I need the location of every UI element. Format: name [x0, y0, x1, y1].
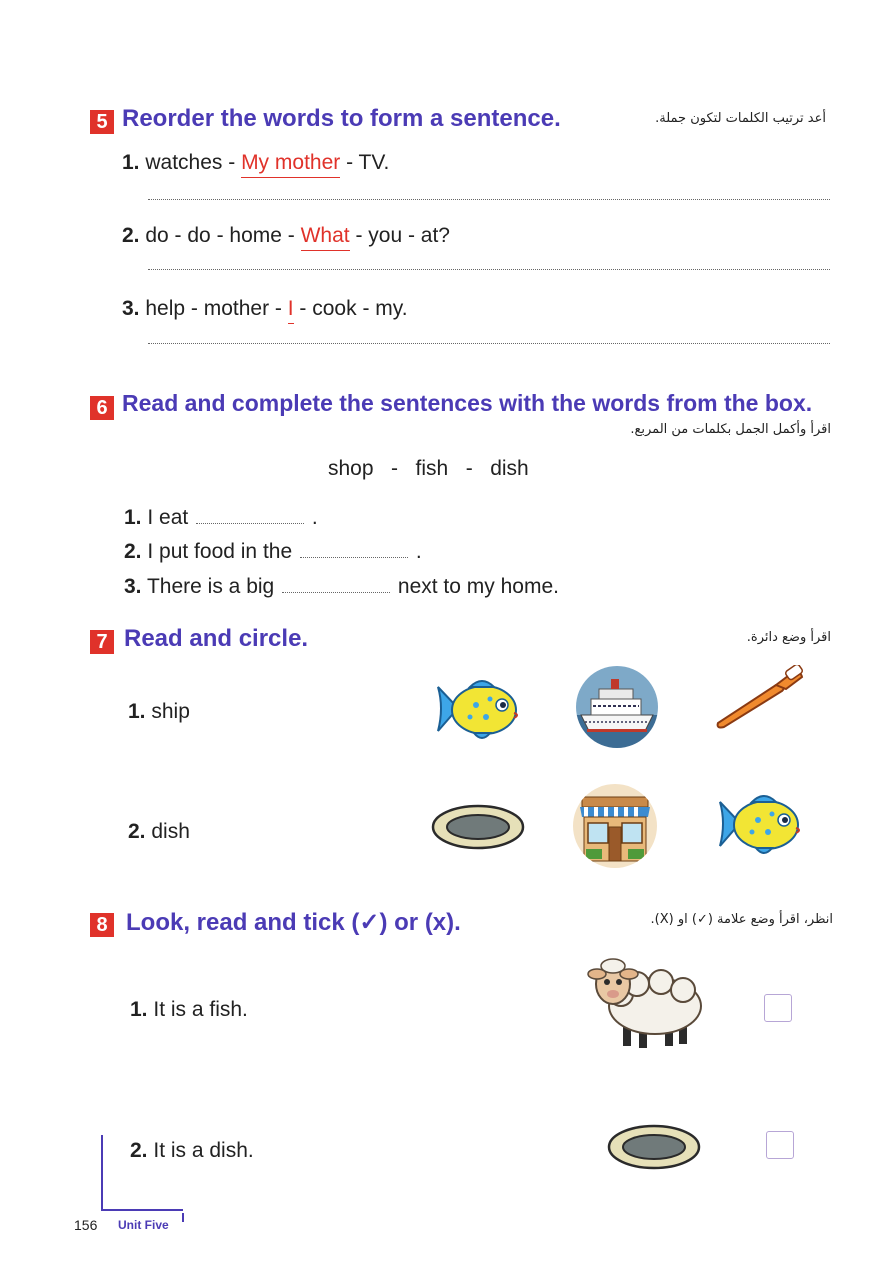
section-6-number: 6: [90, 396, 114, 420]
s6-blank-1[interactable]: [196, 523, 304, 524]
fish-icon[interactable]: [430, 675, 526, 745]
s5-item-2-pre: do - do - home -: [145, 224, 301, 247]
section-5-number: 5: [90, 110, 114, 134]
s5-item-3-post: - cook - my.: [293, 297, 408, 320]
tick-box-1[interactable]: [764, 994, 792, 1022]
s7-item-1: [128, 700, 190, 724]
section-5-arabic-instruction: أعد ترتيب الكلمات لتكون جملة.: [655, 111, 826, 126]
s8-item-1-text: It is a fish.: [153, 998, 248, 1021]
s6-item-1: [124, 506, 318, 530]
s5-item-1-answer: My mother: [241, 151, 340, 178]
s6-item-3-pre: There is a big: [146, 575, 275, 598]
s6-blank-2[interactable]: [300, 557, 408, 558]
s6-blank-3[interactable]: [282, 592, 390, 593]
s5-item-1-post: - TV.: [340, 151, 390, 174]
s5-item-2-answer: What: [301, 224, 350, 251]
s5-item-3-pre: help - mother -: [145, 297, 288, 320]
footer-tick: [182, 1213, 184, 1222]
s6-item-1-number: 1.: [124, 506, 142, 529]
s8-item-2-number: 2.: [130, 1139, 148, 1162]
dish-icon: [606, 1122, 702, 1172]
s7-item-1-word: ship: [151, 700, 190, 723]
s5-item-3: [122, 297, 408, 321]
page-number: 156: [74, 1217, 98, 1233]
section-5-title: Reorder the words to form a sentence.: [122, 105, 561, 132]
sheep-icon: [585, 950, 705, 1060]
s5-answer-line-2[interactable]: [148, 269, 830, 270]
word-box: shop - fish - dish: [328, 457, 529, 480]
s5-item-2-post: - you - at?: [349, 224, 450, 247]
section-8-arabic-instruction: انظر، اقرأ وضع علامة (✓) او (X).: [650, 912, 833, 927]
s8-item-1: [130, 998, 248, 1022]
section-8-number: 8: [90, 913, 114, 937]
s6-item-2-pre: I put food in the: [147, 540, 293, 563]
footer-horizontal-rule: [101, 1209, 183, 1211]
s6-item-3: [124, 575, 559, 599]
ship-icon[interactable]: [575, 665, 659, 749]
s5-item-2-number: 2.: [122, 224, 140, 247]
s5-answer-line-3[interactable]: [148, 343, 830, 344]
s6-item-3-post: next to my home.: [397, 575, 559, 598]
s7-item-2: [128, 820, 190, 844]
s5-item-1-number: 1.: [122, 151, 140, 174]
unit-label: Unit Five: [118, 1218, 169, 1232]
s8-item-2: [130, 1139, 254, 1163]
s8-item-1-number: 1.: [130, 998, 148, 1021]
s6-item-2-post: .: [415, 540, 422, 563]
section-6-arabic-instruction: اقرأ وأكمل الجمل بكلمات من المربع.: [630, 422, 831, 437]
s5-item-1-pre: watches -: [145, 151, 242, 174]
s7-item-2-number: 2.: [128, 820, 146, 843]
s5-item-1: [122, 151, 389, 175]
s6-item-1-pre: I eat: [147, 506, 189, 529]
dish-icon[interactable]: [430, 802, 526, 852]
tick-box-2[interactable]: [766, 1131, 794, 1159]
s7-item-1-number: 1.: [128, 700, 146, 723]
shop-icon[interactable]: [572, 783, 658, 869]
toothbrush-icon[interactable]: [712, 665, 808, 735]
s8-item-2-text: It is a dish.: [153, 1139, 254, 1162]
s6-item-2: [124, 540, 422, 564]
s6-item-3-number: 3.: [124, 575, 142, 598]
section-8-title: Look, read and tick (✓) or (x).: [126, 909, 461, 936]
s5-item-3-answer: I: [288, 297, 294, 324]
section-7-arabic-instruction: اقرأ وضع دائرة.: [746, 630, 831, 645]
section-7-title: Read and circle.: [124, 625, 309, 652]
fish-icon[interactable]: [712, 790, 808, 860]
s7-item-2-word: dish: [151, 820, 190, 843]
s6-item-1-post: .: [311, 506, 318, 529]
s5-answer-line-1[interactable]: [148, 199, 830, 200]
s6-item-2-number: 2.: [124, 540, 142, 563]
section-7-number: 7: [90, 630, 114, 654]
s5-item-3-number: 3.: [122, 297, 140, 320]
section-6-title: Read and complete the sentences with the words from the box.: [122, 390, 813, 416]
s5-item-2: [122, 224, 450, 248]
footer-vertical-rule: [101, 1135, 103, 1210]
